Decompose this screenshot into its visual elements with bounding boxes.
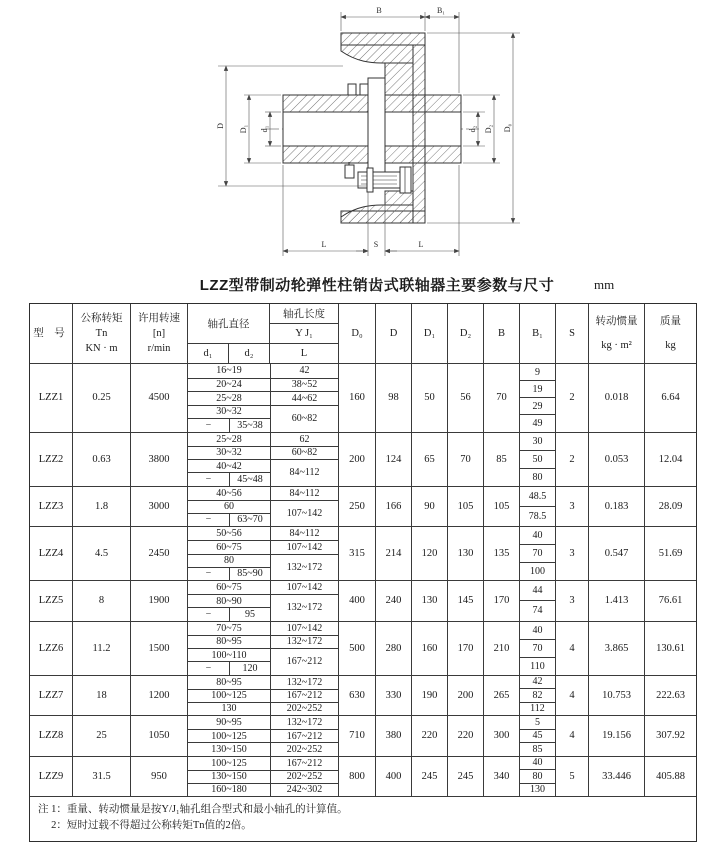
bore-block — [187, 433, 338, 486]
bore-length-cell: 202~252 — [270, 742, 338, 755]
dim-label-s: S — [373, 240, 379, 249]
bore-length-cell: 202~252 — [270, 770, 338, 783]
inertia-cell: 0.547 — [588, 527, 644, 580]
dim-label-l-left: L — [321, 240, 327, 249]
bore-dia-cell: 100~125 — [188, 729, 270, 742]
B-cell: 135 — [483, 527, 519, 580]
B1-cell: 80 — [520, 769, 555, 783]
bore-dia2-cell: 120 — [229, 661, 270, 674]
D0-cell: 710 — [338, 716, 375, 756]
torque-cell: 4.5 — [72, 527, 130, 580]
bore-block — [187, 527, 338, 580]
header-inertia-line1: 转动惯量 — [595, 316, 638, 328]
D2-cell: 130 — [447, 527, 483, 580]
header-D0: D₀ — [338, 304, 375, 363]
dim-label-d2cap: D₂ — [484, 124, 493, 134]
inertia-cell: 33.446 — [588, 757, 644, 797]
D2-cell: 245 — [447, 757, 483, 797]
header-torque-line2: Tn — [95, 327, 108, 339]
inertia-cell: 0.053 — [588, 433, 644, 486]
torque-cell: 0.25 — [72, 364, 130, 432]
header-d1: d₁ — [203, 347, 213, 359]
bore-length-cell: 132~172 — [270, 554, 338, 581]
bore-dia-cell: 130~150 — [188, 770, 270, 783]
B-cell: 300 — [483, 716, 519, 756]
torque-cell: 8 — [72, 581, 130, 621]
D2-cell: 145 — [447, 581, 483, 621]
B1-cell: 74 — [520, 600, 555, 620]
B1-cell: 42 — [532, 676, 543, 688]
D1-cell: 90 — [411, 487, 447, 527]
S-cell: 3 — [555, 581, 588, 621]
D-cell: 280 — [375, 622, 411, 675]
D1-cell: 220 — [411, 716, 447, 756]
mass-cell: 76.61 — [644, 581, 696, 621]
header-torque — [72, 304, 130, 363]
header-l: L — [270, 343, 338, 363]
bore-dia2-cell: 63~70 — [229, 513, 270, 526]
speed-cell: 3000 — [130, 487, 187, 527]
dim-label-d: D — [216, 123, 225, 129]
B1-block — [519, 433, 555, 486]
bore-dia-cell: 40~56 — [216, 487, 242, 499]
speed-cell: 1500 — [130, 622, 187, 675]
B1-cell: 80 — [520, 468, 555, 486]
left-hub — [283, 95, 372, 163]
bore-dia-cell: − — [188, 567, 229, 580]
B-cell: 85 — [483, 433, 519, 486]
bore-block — [187, 622, 338, 675]
B1-cell: 70 — [520, 544, 555, 562]
model-cell: LZZ9 — [38, 770, 64, 782]
B1-block — [519, 581, 555, 621]
D-cell: 166 — [375, 487, 411, 527]
D0-cell: 315 — [338, 527, 375, 580]
bore-dia-cell: 60~75 — [188, 540, 270, 553]
note-line-2: 2：短时过载不得超过公称转矩Tn值的2倍。 — [51, 820, 252, 832]
table-header — [30, 304, 696, 364]
note-line-1: 1：重量、转动惯量是按Y/J₁轴孔组合型式和最小轴孔的计算值。 — [51, 804, 348, 815]
model-cell: LZZ4 — [38, 548, 64, 559]
coupling-drawing-svg — [215, 0, 565, 268]
header-B1: B₁ — [519, 304, 555, 363]
bore-length-cell: 167~212 — [270, 757, 338, 770]
D-cell: 98 — [375, 364, 411, 432]
B1-cell: 49 — [520, 414, 555, 431]
bore-dia-cell: 60 — [188, 500, 270, 513]
model-cell: LZZ8 — [38, 730, 64, 742]
B1-block — [519, 622, 555, 675]
dim-label-l-right: L — [418, 240, 424, 249]
bore-block — [187, 364, 338, 432]
D1-cell: 120 — [411, 527, 447, 580]
header-mass-line1: 质量 — [660, 316, 681, 328]
torque-cell: 25 — [72, 716, 130, 756]
bore-dia-cell: 160~180 — [188, 783, 270, 796]
D1-cell: 245 — [411, 757, 447, 797]
header-bore-diameter-label: 轴孔直径 — [207, 318, 250, 330]
bore-dia-cell: 30~32 — [188, 405, 270, 419]
bore-dia-cell: 130~150 — [188, 742, 270, 755]
header-d2: d₂ — [228, 344, 269, 363]
header-bore-length — [269, 304, 338, 363]
B1-cell: 70 — [520, 639, 555, 657]
header-inertia — [588, 304, 644, 363]
D-cell: 400 — [375, 757, 411, 797]
mass-cell: 222.63 — [644, 676, 696, 716]
header-bore-length-label: 轴孔长度 — [283, 309, 325, 320]
speed-cell: 1900 — [130, 581, 187, 621]
bore-length-cell: 60~82 — [270, 446, 338, 459]
inertia-cell: 3.865 — [588, 622, 644, 675]
page-title: LZZ型带制动轮弹性柱销齿式联轴器主要参数与尺寸 — [199, 277, 555, 294]
D-cell: 214 — [375, 527, 411, 580]
bore-dia-cell: − — [188, 472, 229, 485]
header-torque-line1: 公称转矩 — [80, 312, 123, 324]
speed-cell: 2450 — [130, 527, 187, 580]
B1-cell: 9 — [535, 366, 540, 378]
bore-dia-cell: 80~90 — [188, 594, 270, 607]
bore-length-cell: 167~212 — [270, 689, 338, 702]
bore-dia-cell: 80~95 — [216, 676, 242, 688]
note-lines — [51, 802, 348, 835]
bore-dia-cell: 40~42 — [188, 459, 270, 472]
B1-cell: 78.5 — [520, 506, 555, 526]
inertia-cell: 1.413 — [588, 581, 644, 621]
speed-cell: 950 — [130, 757, 187, 797]
B-cell: 210 — [483, 622, 519, 675]
bore-length-cell: 60~82 — [270, 405, 338, 432]
title-row — [0, 274, 726, 298]
B1-cell: 40 — [532, 757, 543, 769]
bore-length-cell: 44~62 — [270, 391, 338, 405]
header-inertia-line2: kg · m² — [601, 339, 632, 351]
B1-cell: 45 — [520, 729, 555, 743]
mass-cell: 307.92 — [644, 716, 696, 756]
D1-cell: 130 — [411, 581, 447, 621]
D0-cell: 800 — [338, 757, 375, 797]
spec-table — [29, 303, 697, 842]
speed-cell: 1050 — [130, 716, 187, 756]
bore-length-cell: 132~172 — [270, 635, 338, 648]
B1-cell: 100 — [520, 562, 555, 580]
bore-dia-cell: − — [188, 513, 229, 526]
header-S: S — [555, 304, 588, 363]
B1-block — [519, 487, 555, 527]
bore-dia-cell: − — [188, 418, 229, 432]
inertia-cell: 19.156 — [588, 716, 644, 756]
torque-cell: 0.63 — [72, 433, 130, 486]
speed-cell: 3800 — [130, 433, 187, 486]
bore-dia2-cell: 95 — [229, 607, 270, 620]
dim-label-b1: B₁ — [436, 6, 446, 15]
S-cell: 3 — [555, 487, 588, 527]
B-cell: 105 — [483, 487, 519, 527]
bore-dia-cell: 30~32 — [188, 446, 270, 459]
model-cell: LZZ5 — [38, 595, 64, 607]
header-B: B — [483, 304, 519, 363]
header-mass — [644, 304, 696, 363]
bore-length-cell: 107~142 — [270, 500, 338, 526]
bore-dia-cell: 80~95 — [188, 635, 270, 648]
note-mark: 注 — [38, 804, 52, 815]
D1-cell: 160 — [411, 622, 447, 675]
table-body — [30, 364, 696, 796]
model-row — [30, 675, 696, 716]
header-yj1: Y J₁ — [270, 323, 338, 343]
torque-cell: 18 — [72, 676, 130, 716]
unit-label: mm — [594, 277, 615, 292]
S-cell: 5 — [555, 757, 588, 797]
S-cell: 2 — [555, 433, 588, 486]
mass-cell: 51.69 — [644, 527, 696, 580]
D2-cell: 200 — [447, 676, 483, 716]
dim-label-d2: d₂ — [468, 125, 477, 133]
B1-cell: 112 — [520, 702, 555, 716]
bore-length-cell: 242~302 — [270, 783, 338, 796]
B1-cell: 5 — [535, 716, 540, 728]
bore-length-cell: 167~212 — [270, 729, 338, 742]
D-cell: 330 — [375, 676, 411, 716]
dim-label-d1cap: D₁ — [239, 124, 248, 134]
bore-dia2-cell: 45~48 — [229, 472, 270, 485]
inertia-cell: 10.753 — [588, 676, 644, 716]
S-cell: 4 — [555, 676, 588, 716]
bore-block — [187, 716, 338, 756]
D0-cell: 250 — [338, 487, 375, 527]
speed-cell: 4500 — [130, 364, 187, 432]
header-speed-line1: 许用转速 — [138, 312, 180, 324]
bore-dia-cell: 100~110 — [188, 648, 270, 661]
bore-length-cell: 132~172 — [270, 676, 338, 689]
mass-cell: 6.64 — [644, 364, 696, 432]
notes — [30, 796, 696, 841]
mass-cell: 130.61 — [644, 622, 696, 675]
dim-label-b: B — [376, 6, 382, 15]
header-speed — [130, 304, 187, 363]
bore-length-cell: 132~172 — [270, 716, 338, 729]
B1-cell: 19 — [520, 380, 555, 397]
torque-cell: 11.2 — [72, 622, 130, 675]
B1-block — [519, 527, 555, 580]
bore-length-cell: 132~172 — [270, 594, 338, 620]
speed-cell: 1200 — [130, 676, 187, 716]
inertia-cell: 0.018 — [588, 364, 644, 432]
bore-length-cell: 107~142 — [270, 622, 338, 635]
bore-dia-cell: 20~24 — [188, 378, 270, 392]
model-row — [30, 580, 696, 621]
model-cell: LZZ3 — [38, 500, 64, 512]
bore-length-cell: 84~112 — [270, 527, 338, 540]
model-row — [30, 486, 696, 527]
B1-block — [519, 716, 555, 756]
header-torque-line3: KN · m — [85, 343, 118, 355]
B-cell: 340 — [483, 757, 519, 797]
model-cell: LZZ2 — [38, 453, 64, 465]
bore-block — [187, 676, 338, 716]
D1-cell: 65 — [411, 433, 447, 486]
bore-dia2-cell: 85~90 — [229, 567, 270, 580]
D-cell: 124 — [375, 433, 411, 486]
bore-dia-cell: 100~125 — [211, 757, 247, 769]
bore-dia-cell: 90~95 — [216, 717, 242, 729]
model-row — [30, 432, 696, 486]
bore-block — [187, 581, 338, 621]
header-D2: D₂ — [447, 304, 483, 363]
B1-block — [519, 364, 555, 432]
dim-label-d1: d₁ — [260, 125, 269, 133]
B1-cell: 40 — [532, 530, 543, 541]
B1-cell: 85 — [520, 742, 555, 756]
mass-cell: 12.04 — [644, 433, 696, 486]
bore-dia-cell: 130 — [188, 702, 270, 715]
bore-dia-cell: 60~75 — [216, 582, 242, 594]
header-D: D — [375, 304, 411, 363]
mass-cell: 405.88 — [644, 757, 696, 797]
model-row — [30, 364, 696, 432]
bore-length-cell: 42 — [270, 364, 338, 378]
B-cell: 170 — [483, 581, 519, 621]
torque-cell: 31.5 — [72, 757, 130, 797]
bore-dia-cell: 16~19 — [216, 365, 242, 377]
B1-cell: 130 — [520, 783, 555, 797]
bore-dia-cell: 100~125 — [188, 689, 270, 702]
header-mass-line2: kg — [665, 339, 676, 351]
coupling-drawing — [215, 0, 565, 273]
B1-cell: 44 — [532, 585, 543, 597]
D2-cell: 70 — [447, 433, 483, 486]
B1-cell: 40 — [532, 624, 543, 636]
bore-dia-cell: − — [188, 661, 229, 674]
model-cell: LZZ6 — [38, 642, 64, 654]
inertia-cell: 0.183 — [588, 487, 644, 527]
D2-cell: 105 — [447, 487, 483, 527]
bore-length-cell: 62 — [270, 433, 338, 446]
bore-dia-cell: 80 — [188, 554, 270, 567]
header-D1: D₁ — [411, 304, 447, 363]
S-cell: 3 — [555, 527, 588, 580]
bore-length-cell: 38~52 — [270, 378, 338, 392]
bore-block — [187, 487, 338, 527]
S-cell: 4 — [555, 716, 588, 756]
D1-cell: 50 — [411, 364, 447, 432]
torque-cell: 1.8 — [72, 487, 130, 527]
bore-length-cell: 107~142 — [270, 581, 338, 594]
D0-cell: 500 — [338, 622, 375, 675]
model-row — [30, 526, 696, 580]
D2-cell: 56 — [447, 364, 483, 432]
B1-cell: 50 — [520, 450, 555, 468]
model-row — [30, 715, 696, 756]
B1-block — [519, 676, 555, 716]
B1-cell: 82 — [520, 688, 555, 702]
model-cell: LZZ1 — [38, 392, 64, 404]
model-cell: LZZ7 — [38, 689, 64, 701]
bore-block — [187, 757, 338, 797]
dim-label-d0: D₀ — [503, 123, 512, 133]
B-cell: 265 — [483, 676, 519, 716]
D0-cell: 400 — [338, 581, 375, 621]
bore-length-cell: 167~212 — [270, 648, 338, 675]
bore-dia-cell: 50~56 — [216, 528, 242, 540]
D1-cell: 190 — [411, 676, 447, 716]
header-model: 型 号 — [33, 327, 69, 339]
B-cell: 70 — [483, 364, 519, 432]
B1-cell: 110 — [520, 657, 555, 675]
D-cell: 240 — [375, 581, 411, 621]
D0-cell: 160 — [338, 364, 375, 432]
bore-length-cell: 84~112 — [270, 459, 338, 486]
B1-cell: 48.5 — [528, 490, 547, 502]
B1-cell: 29 — [520, 397, 555, 414]
D-cell: 380 — [375, 716, 411, 756]
bore-length-cell: 107~142 — [270, 540, 338, 553]
model-row — [30, 621, 696, 675]
bore-length-cell: 84~112 — [270, 487, 338, 500]
S-cell: 4 — [555, 622, 588, 675]
bore-dia-cell: 70~75 — [216, 622, 242, 634]
bore-dia-cell: 25~28 — [216, 433, 242, 445]
B1-block — [519, 757, 555, 797]
D0-cell: 630 — [338, 676, 375, 716]
bore-dia2-cell: 35~38 — [229, 418, 270, 432]
model-row — [30, 756, 696, 797]
header-speed-line3: r/min — [147, 343, 171, 355]
header-speed-line2: [n] — [152, 327, 166, 339]
D0-cell: 200 — [338, 433, 375, 486]
D2-cell: 170 — [447, 622, 483, 675]
B1-cell: 30 — [532, 435, 543, 447]
mass-cell: 28.09 — [644, 487, 696, 527]
S-cell: 2 — [555, 364, 588, 432]
header-bore-diameter — [187, 304, 269, 363]
bore-dia-cell: − — [188, 607, 229, 620]
bore-length-cell: 202~252 — [270, 702, 338, 715]
bore-dia-cell: 25~28 — [188, 391, 270, 405]
D2-cell: 220 — [447, 716, 483, 756]
